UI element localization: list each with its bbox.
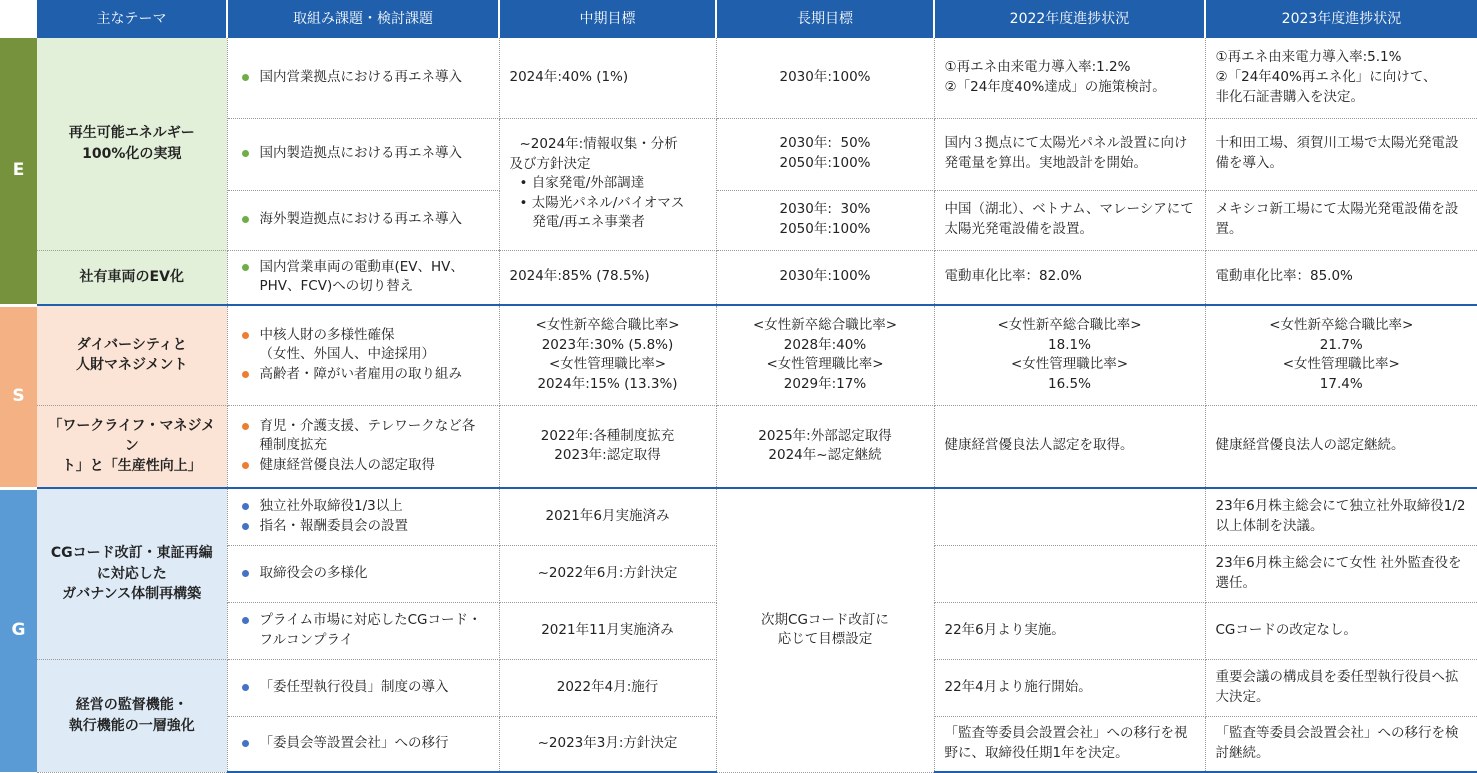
mid-line: <女性管理職比率> <box>548 356 667 373</box>
long-line: 2029年:17% <box>783 375 867 392</box>
bullet-icon <box>242 264 249 271</box>
progress-line: ②「24年度40%達成」の施策検討。 <box>944 78 1166 95</box>
progress-line: 非化石証書購入を決定。 <box>1215 88 1364 105</box>
table-row <box>0 38 1477 118</box>
task-cell <box>227 545 499 602</box>
theme-line: 経営の監督機能・ <box>75 697 188 714</box>
task-text: PHV、FCV)への切り替え <box>259 278 414 295</box>
header-blank <box>0 0 37 38</box>
progress-2022-cell: 国内３拠点にて太陽光パネル設置に向け発電量を算出。実地設計を開始。 <box>934 118 1205 190</box>
bullet-icon <box>242 332 249 339</box>
theme-oversight <box>37 659 227 772</box>
progress-2023-cell: 23年6月株主総会にて独立社外取締役1/2以上体制を決議。 <box>1205 488 1477 545</box>
progress-2023-cell: CGコードの改定なし。 <box>1205 602 1477 659</box>
pillar-s: S <box>0 305 37 488</box>
long-line: <女性管理職比率> <box>766 356 884 373</box>
long-line: 2024年~認定継続 <box>768 447 882 464</box>
bullet-icon <box>242 150 249 157</box>
progress-line: ①再エネ由来電力導入率:1.2% <box>944 59 1131 76</box>
mid-target-cell <box>499 118 716 250</box>
long-target-cell <box>716 305 934 405</box>
long-line: 次期CGコード改訂に <box>761 611 889 628</box>
progress-2023-cell: メキシコ新工場にて太陽光発電設備を設置。 <box>1205 190 1477 250</box>
long-line: 2050年:100% <box>779 155 871 171</box>
mid-target-cell: 2024年:40% (1%) <box>499 38 716 118</box>
progress-line: <女性新卒総合職比率> <box>1269 317 1414 334</box>
long-target-cell: 2030年:100% <box>716 38 934 118</box>
long-line: <女性新卒総合職比率> <box>752 317 898 334</box>
mid-list-item: • 自家発電/外部調達 <box>519 175 645 192</box>
task-cell <box>227 190 499 250</box>
table-row <box>0 305 1477 405</box>
task-cell <box>227 716 499 772</box>
task-text: 育児・介護支援、テレワークなど各種制度拡充 <box>259 417 476 454</box>
theme-line: CGコード改訂・東証再編 <box>50 545 213 562</box>
task-cell <box>227 305 499 405</box>
task-text: 国内営業車両の電動車(EV、HV、 <box>259 258 464 275</box>
bullet-icon <box>242 570 249 577</box>
long-line: 2028年:40% <box>783 336 867 353</box>
task-text: 中核人財の多様性確保 <box>259 326 395 343</box>
header-progress-2023: 2023年度進捗状況 <box>1205 0 1477 38</box>
task-text: フルコンプライ <box>259 631 354 648</box>
mid-target-cell <box>499 305 716 405</box>
progress-line: ①再エネ由来電力導入率:5.1% <box>1215 49 1402 66</box>
bullet-icon <box>242 423 249 430</box>
pillar-e: E <box>0 38 37 305</box>
table-row <box>0 250 1477 305</box>
progress-2022-cell <box>934 38 1205 118</box>
task-text: 国内営業拠点における再エネ導入 <box>259 68 462 85</box>
bullet-icon <box>242 617 249 624</box>
task-text: 取締役会の多様化 <box>259 564 368 581</box>
bullet-icon <box>242 216 249 223</box>
bullet-icon <box>242 74 249 81</box>
long-target-cell <box>716 405 934 488</box>
progress-2023-cell: 重要会議の構成員を委任型執行役員へ拡大決定。 <box>1205 659 1477 716</box>
progress-line: <女性管理職比率> <box>1282 356 1400 373</box>
task-text: 海外製造拠点における再エネ導入 <box>259 211 462 228</box>
task-text: 健康経営優良法人の認定取得 <box>259 457 435 474</box>
theme-line: 「ワークライフ・マネジメン <box>48 417 216 455</box>
header-task: 取組み課題・検討課題 <box>227 0 499 38</box>
theme-renewable-energy <box>37 38 227 250</box>
long-target-cell <box>716 118 934 190</box>
theme-ev-fleet: 社有車両のEV化 <box>37 250 227 305</box>
theme-line: 執行機能の一層強化 <box>68 717 195 734</box>
progress-line: <女性新卒総合職比率> <box>997 317 1142 334</box>
task-cell <box>227 659 499 716</box>
progress-2022-cell <box>934 305 1205 405</box>
long-target-cell <box>716 190 934 250</box>
progress-2022-cell: 22年6月より実施。 <box>934 602 1205 659</box>
progress-2022-cell <box>934 488 1205 545</box>
mid-line: 2023年:30% (5.8%) <box>541 336 674 353</box>
mid-target-cell: ~2023年3月:方針決定 <box>499 716 716 772</box>
task-text: プライム市場に対応したCGコード・ <box>259 611 482 628</box>
progress-2023-cell: 十和田工場、須賀川工場で太陽光発電設備を導入。 <box>1205 118 1477 190</box>
task-text: 「委任型執行役員」制度の導入 <box>259 678 449 695</box>
theme-line: 100%化の実現 <box>82 145 182 162</box>
progress-2023-cell: 23年6月株主総会にて女性 社外監査役を選任。 <box>1205 545 1477 602</box>
long-line: 2030年: 30% <box>779 201 871 218</box>
task-text: 独立社外取締役1/3以上 <box>259 498 403 515</box>
theme-line: に対応した <box>96 565 167 582</box>
mid-line: <女性新卒総合職比率> <box>535 317 680 334</box>
mid-line: ~2024年:情報収集・分析 <box>519 136 678 153</box>
header-mid-target: 中期目標 <box>499 0 716 38</box>
progress-2023-cell <box>1205 38 1477 118</box>
task-cell <box>227 602 499 659</box>
mid-target-cell: 2021年11月実施済み <box>499 602 716 659</box>
task-cell <box>227 118 499 190</box>
mid-target-cell: 2024年:85% (78.5%) <box>499 250 716 305</box>
mid-target-cell <box>499 405 716 488</box>
mid-list-item: • 太陽光パネル/バイオマス <box>519 194 685 211</box>
long-line: 2050年:100% <box>779 221 871 237</box>
progress-line: <女性管理職比率> <box>1010 356 1129 373</box>
long-line: 2025年:外部認定取得 <box>758 427 892 444</box>
theme-diversity <box>37 305 227 405</box>
header-long-target: 長期目標 <box>716 0 934 38</box>
progress-line: 21.7% <box>1319 336 1363 353</box>
progress-2023-cell: 電動車化比率：85.0% <box>1205 250 1477 305</box>
long-line: 応じて目標設定 <box>777 631 873 648</box>
theme-line: ト」と「生産性向上」 <box>61 458 202 475</box>
pillar-g: G <box>0 488 37 772</box>
bullet-icon <box>242 523 249 530</box>
long-target-cell <box>716 488 934 772</box>
progress-line: 16.5% <box>1048 375 1091 392</box>
progress-line: 18.1% <box>1048 336 1091 353</box>
mid-target-cell: ~2022年6月:方針決定 <box>499 545 716 602</box>
bullet-icon <box>242 462 249 469</box>
header-row <box>0 0 1477 38</box>
theme-line: 人財マネジメント <box>75 357 188 374</box>
bullet-icon <box>242 684 249 691</box>
mid-line: 及び方針決定 <box>509 155 591 172</box>
table-row <box>0 488 1477 545</box>
long-target-cell: 2030年:100% <box>716 250 934 305</box>
task-text: （女性、外国人、中途採用） <box>259 346 435 363</box>
mid-target-cell: 2021年6月実施済み <box>499 488 716 545</box>
progress-2022-cell <box>934 545 1205 602</box>
mid-line: 2024年:15% (13.3%) <box>537 375 678 392</box>
task-cell <box>227 250 499 305</box>
task-cell <box>227 38 499 118</box>
bullet-icon <box>242 740 249 747</box>
task-text: 国内製造拠点における再エネ導入 <box>259 145 462 162</box>
mid-list-item: 発電/再エネ事業者 <box>519 214 645 231</box>
task-cell <box>227 405 499 488</box>
progress-2022-cell: 「監査等委員会設置会社」への移行を視野に、取締役任期1年を決定。 <box>934 716 1205 772</box>
header-progress-2022: 2022年度進捗状況 <box>934 0 1205 38</box>
theme-line: ダイバーシティと <box>76 336 187 353</box>
task-cell <box>227 488 499 545</box>
table-row <box>0 405 1477 488</box>
theme-cg-code <box>37 488 227 659</box>
progress-2023-cell <box>1205 305 1477 405</box>
task-text: 「委員会等設置会社」への移行 <box>259 734 449 751</box>
progress-line: 17.4% <box>1319 375 1363 392</box>
mid-line: 2022年:各種制度拡充 <box>540 427 675 444</box>
progress-2022-cell: 電動車化比率：82.0% <box>934 250 1205 305</box>
theme-work-life <box>37 405 227 488</box>
task-text: 指名・報酬委員会の設置 <box>259 517 408 534</box>
mid-target-cell: 2022年4月:施行 <box>499 659 716 716</box>
bullet-icon <box>242 371 249 378</box>
theme-line: 再生可能エネルギー <box>68 125 195 142</box>
task-text: 高齢者・障がい者雇用の取り組み <box>259 366 462 383</box>
progress-2023-cell: 「監査等委員会設置会社」への移行を検討継続。 <box>1205 716 1477 772</box>
progress-2023-cell: 健康経営優良法人の認定継続。 <box>1205 405 1477 488</box>
progress-2022-cell: 22年4月より施行開始。 <box>934 659 1205 716</box>
progress-2022-cell: 中国（湖北）、ベトナム、マレーシアにて太陽光発電設備を設置。 <box>934 190 1205 250</box>
mid-line: 2023年:認定取得 <box>554 447 661 464</box>
progress-line: ②「24年40%再エネ化」に向けて、 <box>1215 68 1437 85</box>
progress-2022-cell: 健康経営優良法人認定を取得。 <box>934 405 1205 488</box>
bullet-icon <box>242 503 249 510</box>
long-line: 2030年: 50% <box>779 135 871 152</box>
theme-line: ガバナンス体制再構築 <box>62 585 202 602</box>
header-theme: 主なテーマ <box>37 0 227 38</box>
